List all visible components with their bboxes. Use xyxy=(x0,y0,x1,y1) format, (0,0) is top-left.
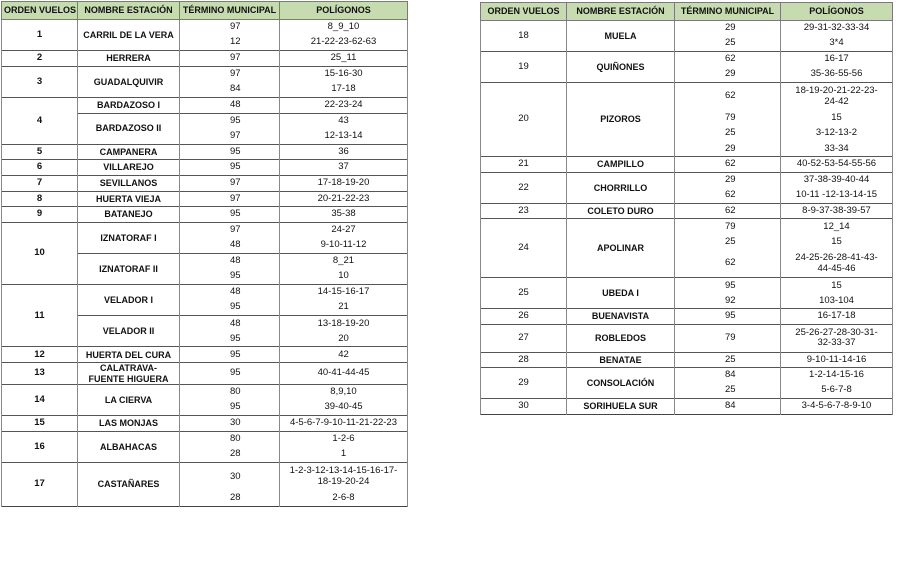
header-poligonos: POLÍGONOS xyxy=(781,3,893,21)
poligonos-cell: 1-2-3-12-13-14-15-16-17- 18-19-20-24 xyxy=(280,463,408,491)
municipal-cell: 95 xyxy=(180,269,280,285)
municipal-cell: 30 xyxy=(180,416,280,432)
poligonos-cell: 17-18-19-20 xyxy=(280,175,408,191)
poligonos-cell: 4-5-6-7-9-10-11-21-22-23 xyxy=(280,416,408,432)
station-name-cell: VILLAREJO xyxy=(78,160,180,176)
poligonos-cell: 8,9,10 xyxy=(280,385,408,401)
orden-cell: 26 xyxy=(481,309,567,325)
table-row xyxy=(2,463,408,491)
table-row xyxy=(481,399,893,415)
municipal-cell: 28 xyxy=(180,447,280,463)
table-row xyxy=(481,219,893,235)
station-name-cell: PIZOROS xyxy=(567,83,675,157)
poligonos-cell: 22-23-24 xyxy=(280,97,408,113)
municipal-cell: 97 xyxy=(180,66,280,82)
poligonos-cell: 43 xyxy=(280,113,408,129)
municipal-cell: 48 xyxy=(180,97,280,113)
table-row xyxy=(2,66,408,82)
poligonos-cell: 24-27 xyxy=(280,222,408,238)
municipal-cell: 29 xyxy=(675,141,781,157)
poligonos-cell: 103-104 xyxy=(781,293,893,309)
municipal-cell: 25 xyxy=(675,234,781,250)
municipal-cell: 97 xyxy=(180,51,280,67)
orden-cell: 16 xyxy=(2,431,78,462)
table-row xyxy=(2,51,408,67)
poligonos-cell: 13-18-19-20 xyxy=(280,316,408,332)
poligonos-cell: 12_14 xyxy=(781,219,893,235)
station-name-cell: QUIÑONES xyxy=(567,52,675,83)
municipal-cell: 25 xyxy=(675,352,781,368)
orden-cell: 18 xyxy=(481,21,567,52)
poligonos-cell: 1-2-6 xyxy=(280,431,408,447)
station-name-cell: CHORRILLO xyxy=(567,172,675,203)
table-row xyxy=(2,20,408,36)
orden-cell: 12 xyxy=(2,347,78,363)
table-row xyxy=(2,160,408,176)
station-name-cell: CAMPILLO xyxy=(567,157,675,173)
station-name-cell: HERRERA xyxy=(78,51,180,67)
orden-cell: 2 xyxy=(2,51,78,67)
station-name-cell: LA CIERVA xyxy=(78,385,180,416)
station-name-cell: HUERTA VIEJA xyxy=(78,191,180,207)
municipal-cell: 48 xyxy=(180,316,280,332)
station-name-cell: HUERTA DEL CURA xyxy=(78,347,180,363)
municipal-cell: 79 xyxy=(675,110,781,126)
poligonos-cell: 33-34 xyxy=(781,141,893,157)
municipal-cell: 95 xyxy=(180,300,280,316)
table-header xyxy=(481,3,893,21)
municipal-cell: 62 xyxy=(675,52,781,68)
municipal-cell: 12 xyxy=(180,35,280,51)
orden-cell: 30 xyxy=(481,399,567,415)
municipal-cell: 28 xyxy=(180,491,280,507)
table-row xyxy=(2,97,408,113)
municipal-cell: 48 xyxy=(180,253,280,269)
table-row xyxy=(481,83,893,111)
orden-cell: 8 xyxy=(2,191,78,207)
orden-cell: 22 xyxy=(481,172,567,203)
municipal-cell: 97 xyxy=(180,222,280,238)
station-name-cell: BARDAZOSO I xyxy=(78,97,180,113)
poligonos-cell: 21-22-23-62-63 xyxy=(280,35,408,51)
municipal-cell: 95 xyxy=(180,400,280,416)
table-row xyxy=(2,363,408,385)
poligonos-cell: 18-19-20-21-22-23- 24-42 xyxy=(781,83,893,111)
header-estacion: NOMBRE ESTACIÓN xyxy=(567,3,675,21)
station-name-cell: UBEDA I xyxy=(567,278,675,309)
municipal-cell: 95 xyxy=(180,331,280,347)
table-row xyxy=(2,431,408,447)
poligonos-cell: 8-9-37-38-39-57 xyxy=(781,203,893,219)
municipal-cell: 62 xyxy=(675,250,781,278)
orden-cell: 29 xyxy=(481,368,567,399)
station-name-cell: IZNATORAF I xyxy=(78,222,180,253)
poligonos-cell: 37 xyxy=(280,160,408,176)
orden-cell: 6 xyxy=(2,160,78,176)
poligonos-cell: 15 xyxy=(781,110,893,126)
municipal-cell: 79 xyxy=(675,219,781,235)
poligonos-cell: 16-17 xyxy=(781,52,893,68)
municipal-cell: 97 xyxy=(180,175,280,191)
table-row xyxy=(2,285,408,301)
flight-table-right xyxy=(480,2,893,415)
orden-cell: 27 xyxy=(481,324,567,352)
municipal-cell: 95 xyxy=(180,207,280,223)
poligonos-cell: 16-17-18 xyxy=(781,309,893,325)
orden-cell: 24 xyxy=(481,219,567,278)
table-header xyxy=(2,2,408,20)
poligonos-cell: 1-2-14-15-16 xyxy=(781,368,893,384)
table-row xyxy=(481,368,893,384)
poligonos-cell: 40-52-53-54-55-56 xyxy=(781,157,893,173)
orden-cell: 3 xyxy=(2,66,78,97)
poligonos-cell: 20 xyxy=(280,331,408,347)
municipal-cell: 25 xyxy=(675,126,781,142)
poligonos-cell: 10 xyxy=(280,269,408,285)
table-row xyxy=(481,309,893,325)
table-row xyxy=(481,21,893,37)
poligonos-cell: 15-16-30 xyxy=(280,66,408,82)
municipal-cell: 95 xyxy=(675,309,781,325)
municipal-cell: 97 xyxy=(180,20,280,36)
orden-cell: 11 xyxy=(2,285,78,347)
poligonos-cell: 10-11 -12-13-14-15 xyxy=(781,188,893,204)
table-row xyxy=(2,207,408,223)
municipal-cell: 29 xyxy=(675,67,781,83)
orden-cell: 10 xyxy=(2,222,78,284)
station-name-cell: CASTAÑARES xyxy=(78,463,180,507)
municipal-cell: 30 xyxy=(180,463,280,491)
table-row xyxy=(2,347,408,363)
station-name-cell: CAMPANERA xyxy=(78,144,180,160)
table-row xyxy=(481,172,893,188)
poligonos-cell: 42 xyxy=(280,347,408,363)
poligonos-cell: 29-31-32-33-34 xyxy=(781,21,893,37)
station-name-cell: COLETO DURO xyxy=(567,203,675,219)
poligonos-cell: 37-38-39-40-44 xyxy=(781,172,893,188)
table-row xyxy=(2,144,408,160)
orden-cell: 20 xyxy=(481,83,567,157)
poligonos-cell: 3-4-5-6-7-8-9-10 xyxy=(781,399,893,415)
header-orden: ORDEN VUELOS xyxy=(481,3,567,21)
poligonos-cell: 25-26-27-28-30-31- 32-33-37 xyxy=(781,324,893,352)
municipal-cell: 95 xyxy=(180,363,280,385)
station-name-cell: CALATRAVA- FUENTE HIGUERA xyxy=(78,363,180,385)
municipal-cell: 97 xyxy=(180,129,280,145)
station-name-cell: SORIHUELA SUR xyxy=(567,399,675,415)
municipal-cell: 84 xyxy=(675,399,781,415)
orden-cell: 17 xyxy=(2,463,78,507)
header-poligonos: POLÍGONOS xyxy=(280,2,408,20)
municipal-cell: 84 xyxy=(675,368,781,384)
poligonos-cell: 9-10-11-14-16 xyxy=(781,352,893,368)
orden-cell: 25 xyxy=(481,278,567,309)
station-name-cell: VELADOR II xyxy=(78,316,180,347)
table-row xyxy=(2,175,408,191)
poligonos-cell: 2-6-8 xyxy=(280,491,408,507)
poligonos-cell: 12-13-14 xyxy=(280,129,408,145)
poligonos-cell: 25_11 xyxy=(280,51,408,67)
station-name-cell: MUELA xyxy=(567,21,675,52)
municipal-cell: 80 xyxy=(180,385,280,401)
orden-cell: 13 xyxy=(2,363,78,385)
orden-cell: 28 xyxy=(481,352,567,368)
station-name-cell: ROBLEDOS xyxy=(567,324,675,352)
table-row xyxy=(2,191,408,207)
orden-cell: 19 xyxy=(481,52,567,83)
municipal-cell: 48 xyxy=(180,285,280,301)
municipal-cell: 62 xyxy=(675,203,781,219)
orden-cell: 23 xyxy=(481,203,567,219)
table-row xyxy=(481,352,893,368)
orden-cell: 9 xyxy=(2,207,78,223)
poligonos-cell: 3-12-13-2 xyxy=(781,126,893,142)
station-name-cell: BUENAVISTA xyxy=(567,309,675,325)
station-name-cell: BATANEJO xyxy=(78,207,180,223)
station-name-cell: IZNATORAF II xyxy=(78,253,180,284)
municipal-cell: 80 xyxy=(180,431,280,447)
station-name-cell: LAS MONJAS xyxy=(78,416,180,432)
municipal-cell: 29 xyxy=(675,172,781,188)
municipal-cell: 84 xyxy=(180,82,280,98)
poligonos-cell: 40-41-44-45 xyxy=(280,363,408,385)
municipal-cell: 62 xyxy=(675,83,781,111)
municipal-cell: 25 xyxy=(675,36,781,52)
poligonos-cell: 39-40-45 xyxy=(280,400,408,416)
poligonos-cell: 8_21 xyxy=(280,253,408,269)
header-orden: ORDEN VUELOS xyxy=(2,2,78,20)
table-row xyxy=(2,385,408,401)
municipal-cell: 95 xyxy=(180,160,280,176)
poligonos-cell: 15 xyxy=(781,278,893,294)
municipal-cell: 62 xyxy=(675,157,781,173)
poligonos-cell: 20-21-22-23 xyxy=(280,191,408,207)
municipal-cell: 95 xyxy=(675,278,781,294)
table-row xyxy=(2,416,408,432)
orden-cell: 7 xyxy=(2,175,78,191)
header-municipal: TÉRMINO MUNICIPAL xyxy=(675,3,781,21)
orden-cell: 1 xyxy=(2,20,78,51)
orden-cell: 14 xyxy=(2,385,78,416)
municipal-cell: 95 xyxy=(180,144,280,160)
station-name-cell: BENATAE xyxy=(567,352,675,368)
municipal-cell: 92 xyxy=(675,293,781,309)
municipal-cell: 62 xyxy=(675,188,781,204)
poligonos-cell: 15 xyxy=(781,234,893,250)
orden-cell: 5 xyxy=(2,144,78,160)
municipal-cell: 48 xyxy=(180,238,280,254)
orden-cell: 15 xyxy=(2,416,78,432)
station-name-cell: APOLINAR xyxy=(567,219,675,278)
table-row xyxy=(481,278,893,294)
orden-cell: 4 xyxy=(2,97,78,144)
poligonos-cell: 1 xyxy=(280,447,408,463)
municipal-cell: 29 xyxy=(675,21,781,37)
station-name-cell: CONSOLACIÓN xyxy=(567,368,675,399)
table-row xyxy=(481,52,893,68)
header-municipal: TÉRMINO MUNICIPAL xyxy=(180,2,280,20)
poligonos-cell: 21 xyxy=(280,300,408,316)
station-name-cell: SEVILLANOS xyxy=(78,175,180,191)
poligonos-cell: 9-10-11-12 xyxy=(280,238,408,254)
station-name-cell: VELADOR I xyxy=(78,285,180,316)
station-name-cell: CARRIL DE LA VERA xyxy=(78,20,180,51)
table-row xyxy=(481,203,893,219)
station-name-cell: GUADALQUIVIR xyxy=(78,66,180,97)
orden-cell: 21 xyxy=(481,157,567,173)
header-estacion: NOMBRE ESTACIÓN xyxy=(78,2,180,20)
poligonos-cell: 36 xyxy=(280,144,408,160)
table-row xyxy=(481,324,893,352)
poligonos-cell: 5-6-7-8 xyxy=(781,383,893,399)
poligonos-cell: 8_9_10 xyxy=(280,20,408,36)
municipal-cell: 79 xyxy=(675,324,781,352)
flight-table-left xyxy=(1,1,408,507)
municipal-cell: 95 xyxy=(180,347,280,363)
table-row xyxy=(2,222,408,238)
poligonos-cell: 14-15-16-17 xyxy=(280,285,408,301)
poligonos-cell: 17-18 xyxy=(280,82,408,98)
municipal-cell: 95 xyxy=(180,113,280,129)
poligonos-cell: 35-36-55-56 xyxy=(781,67,893,83)
table-row xyxy=(481,157,893,173)
poligonos-cell: 24-25-26-28-41-43- 44-45-46 xyxy=(781,250,893,278)
poligonos-cell: 3*4 xyxy=(781,36,893,52)
station-name-cell: ALBAHACAS xyxy=(78,431,180,462)
municipal-cell: 25 xyxy=(675,383,781,399)
station-name-cell: BARDAZOSO II xyxy=(78,113,180,144)
municipal-cell: 97 xyxy=(180,191,280,207)
poligonos-cell: 35-38 xyxy=(280,207,408,223)
